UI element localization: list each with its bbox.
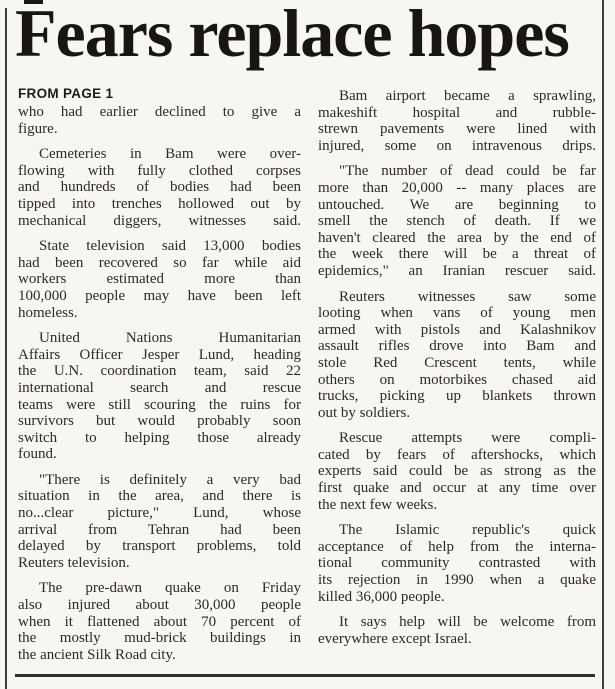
text-line: arrival from Tehran had been <box>18 521 301 538</box>
text-line: trucks, picking up blankets thrown <box>318 388 596 405</box>
paragraph <box>18 238 301 321</box>
text-line: Cemeteries in Bam were over- <box>39 146 301 163</box>
bottom-rule <box>15 674 595 677</box>
text-line: the ancient Silk Road city. <box>18 646 176 663</box>
text-line: also injured about 30,000 people <box>18 597 301 614</box>
text-line: Affairs Officer Jesper Lund, heading <box>18 346 301 363</box>
text-line: 100,000 people may have been left <box>18 287 301 304</box>
text-line: The pre-dawn quake on Friday <box>39 580 301 597</box>
paragraph <box>318 88 596 154</box>
text-line: haven't cleared the area by the end of <box>318 229 596 246</box>
column-right <box>318 88 596 647</box>
paragraph <box>18 104 301 137</box>
text-line: figure. <box>18 120 58 137</box>
text-line: experts said could be as strong as the <box>318 463 596 480</box>
text-line: stole Red Crescent tents, while <box>318 354 596 371</box>
text-line: mechanical diggers, witnesses said. <box>18 212 301 229</box>
text-line: makeshift hospital and rubble- <box>318 104 596 121</box>
paragraph <box>318 614 596 647</box>
text-line: injured, some on intravenous drips. <box>318 137 596 154</box>
text-line: first quake and occur at any time over <box>318 480 596 497</box>
text-line: cated by fears of aftershocks, which <box>318 446 596 463</box>
paragraph <box>18 146 301 229</box>
text-line: international search and rescue <box>18 379 301 396</box>
text-line: smell the stench of death. If we <box>318 213 596 230</box>
text-line: tipped into trenches hollowed out by <box>18 195 301 212</box>
text-line: "The number of dead could be far <box>339 163 596 180</box>
text-line: workers estimated more than <box>18 271 301 288</box>
text-line: homeless. <box>18 304 78 321</box>
text-line: State television said 13,000 bodies <box>39 238 301 255</box>
text-line: "There is definitely a very bad <box>39 471 301 488</box>
headline: Fears replace hopes <box>15 0 569 71</box>
text-line: others on motorbikes chased aid <box>318 371 596 388</box>
text-line: strewn pavements were lined with <box>318 121 596 138</box>
column-left <box>18 104 301 663</box>
text-line: the week there will be a threat of <box>318 246 596 263</box>
left-border-rule <box>5 8 7 689</box>
text-line: Reuters witnesses saw some <box>339 288 596 305</box>
paragraph <box>18 580 301 663</box>
text-line: delayed by transport problems, told <box>18 538 301 555</box>
text-line: more than 20,000 -- many places are <box>318 179 596 196</box>
text-line: looting when vans of young men <box>318 305 596 322</box>
paragraph <box>318 163 596 279</box>
text-line: the mostly mud-brick buildings in <box>18 630 301 647</box>
text-line: tional community contrasted with <box>318 555 596 572</box>
text-line: killed 36,000 people. <box>318 588 445 605</box>
text-line: everywhere except Israel. <box>318 630 472 647</box>
text-line: when it flattened about 70 percent of <box>18 613 301 630</box>
text-line: no...clear picture," Lund, whose <box>18 505 301 522</box>
text-line: found. <box>18 446 57 463</box>
text-line: teams were still scouring the ruins for <box>18 396 301 413</box>
paragraph <box>318 289 596 422</box>
text-line: situation in the area, and there is <box>18 488 301 505</box>
text-line: Rescue attempts were compli- <box>339 430 596 447</box>
text-line: assault rifles drove into Bam and <box>318 338 596 355</box>
continuation-label: FROM PAGE 1 <box>18 86 114 101</box>
text-line: United Nations Humanitarian <box>39 330 301 347</box>
text-line: acceptance of help from the interna- <box>318 538 596 555</box>
text-line: who had earlier declined to give a <box>18 104 301 120</box>
text-line: untouched. We are beginning to <box>318 196 596 213</box>
text-line: out by soldiers. <box>318 404 411 421</box>
text-line: the next few weeks. <box>318 496 438 513</box>
text-line: Bam airport became a sprawling, <box>339 88 596 104</box>
text-line: survivors but would probably soon <box>18 413 301 430</box>
text-line: epidemics," an Iranian rescuer said. <box>318 262 596 279</box>
text-line: switch to helping those already <box>18 429 301 446</box>
paragraph <box>18 472 301 572</box>
paragraph <box>18 330 301 463</box>
text-line: Reuters television. <box>18 554 130 571</box>
text-line: It says help will be welcome from <box>339 614 596 631</box>
paragraph <box>318 522 596 605</box>
text-line: and hundreds of bodies had been <box>18 179 301 196</box>
text-line: the U.N. coordination team, said 22 <box>18 363 301 380</box>
text-line: had been recovered so far while aid <box>18 254 301 271</box>
text-line: The Islamic republic's quick <box>339 522 596 539</box>
right-border-rule <box>602 0 604 689</box>
paragraph <box>318 430 596 513</box>
text-line: its rejection in 1990 when a quake <box>318 572 596 589</box>
text-line: armed with pistols and Kalashnikov <box>318 321 596 338</box>
text-line: flowing with fully clothed corpses <box>18 162 301 179</box>
